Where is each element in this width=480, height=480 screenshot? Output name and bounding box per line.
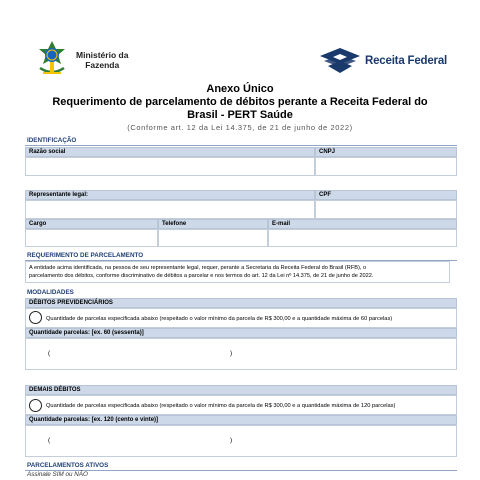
demais-option-text: Quantidade de parcelas especificada abaixo (respeitado o valor mínimo da parcela de R$ 300,00 e a quantidade máxima de 120 parcelas) [46, 403, 396, 409]
telefone-label: Telefone [158, 219, 268, 229]
document-title [20, 83, 460, 133]
demais-qty-label: Quantidade parcelas: [ex. 120 (cento e vinte)] [25, 415, 457, 425]
open-paren: ( [48, 350, 51, 357]
demais-radio[interactable] [29, 399, 42, 412]
section-title-modalidades: MODALIDADES [27, 289, 74, 296]
close-paren: ) [230, 437, 233, 444]
open-paren: ( [48, 437, 51, 444]
previdenciarios-qty-label: Quantidade parcelas: [ex. 60 (sessenta)] [25, 328, 457, 338]
title-subtitle: (Conforme art. 12 da Lei 14.375, de 21 de junho de 2022) [127, 123, 353, 132]
title-line-2: Requerimento de parcelamento de débitos perante a Receita Federal do [52, 96, 428, 108]
previdenciarios-radio[interactable] [29, 311, 42, 324]
previdenciarios-option-text: Quantidade de parcelas especificada abaixo (respeitado o valor mínimo da parcela de R$ 300,00 e a quantidade máxima de 60 parcelas) [46, 316, 393, 322]
cpf-field[interactable] [315, 200, 457, 219]
section-divider [25, 470, 457, 471]
email-field[interactable] [268, 229, 457, 247]
receita-federal-logo [318, 46, 447, 76]
receita-federal-text: Receita Federal [365, 55, 448, 67]
section-divider [25, 145, 457, 146]
cnpj-field[interactable] [315, 157, 457, 176]
representante-field[interactable] [25, 200, 315, 219]
ministry-line-2: Fazenda [85, 60, 120, 70]
ativos-note: Assinale SIM ou NÃO [27, 471, 88, 478]
requerimento-line-1: A entidade acima identificada, na pessoa de seu representante legal, requer, perante a Secretaria da Receita Federal do Brasil (RFB), o [29, 265, 367, 271]
ministry-line-1: Ministério da [76, 50, 129, 60]
requerimento-text [25, 261, 450, 283]
demais-debitos-header: DEMAIS DÉBITOS [25, 385, 457, 395]
document-header [0, 0, 480, 84]
ministry-name [76, 50, 128, 70]
razao-social-label: Razão social [25, 147, 315, 157]
requerimento-line-2: parcelamento dos débitos, conforme discriminativo de débitos a parcelar e nos termos do art. 12 da Lei nº 14.375, de 21 de junho de 2022. [29, 273, 374, 279]
telefone-field[interactable] [158, 229, 268, 247]
brazil-coat-of-arms-icon [34, 40, 70, 80]
section-title-requerimento: REQUERIMENTO DE PARCELAMENTO [27, 252, 144, 259]
previdenciarios-qty-field[interactable] [25, 338, 457, 370]
receita-federal-mark-icon [318, 46, 362, 76]
cnpj-label: CNPJ [315, 147, 457, 157]
representante-label: Representante legal: [25, 190, 315, 200]
section-title-identificacao: IDENTIFICAÇÃO [27, 137, 77, 144]
ministry-logo [34, 40, 128, 80]
demais-qty-field[interactable] [25, 425, 457, 457]
email-label: E-mail [268, 219, 457, 229]
debitos-previdenciarios-header: DÉBITOS PREVIDENCIÁRIOS [25, 298, 457, 308]
razao-social-field[interactable] [25, 157, 315, 176]
close-paren: ) [230, 350, 233, 357]
cpf-label: CPF [315, 190, 457, 200]
cargo-field[interactable] [25, 229, 158, 247]
title-line-3: Brasil - PERT Saúde [187, 109, 293, 121]
section-title-ativos: PARCELAMENTOS ATIVOS [27, 462, 109, 469]
title-line-1: Anexo Único [206, 83, 274, 95]
cargo-label: Cargo [25, 219, 158, 229]
